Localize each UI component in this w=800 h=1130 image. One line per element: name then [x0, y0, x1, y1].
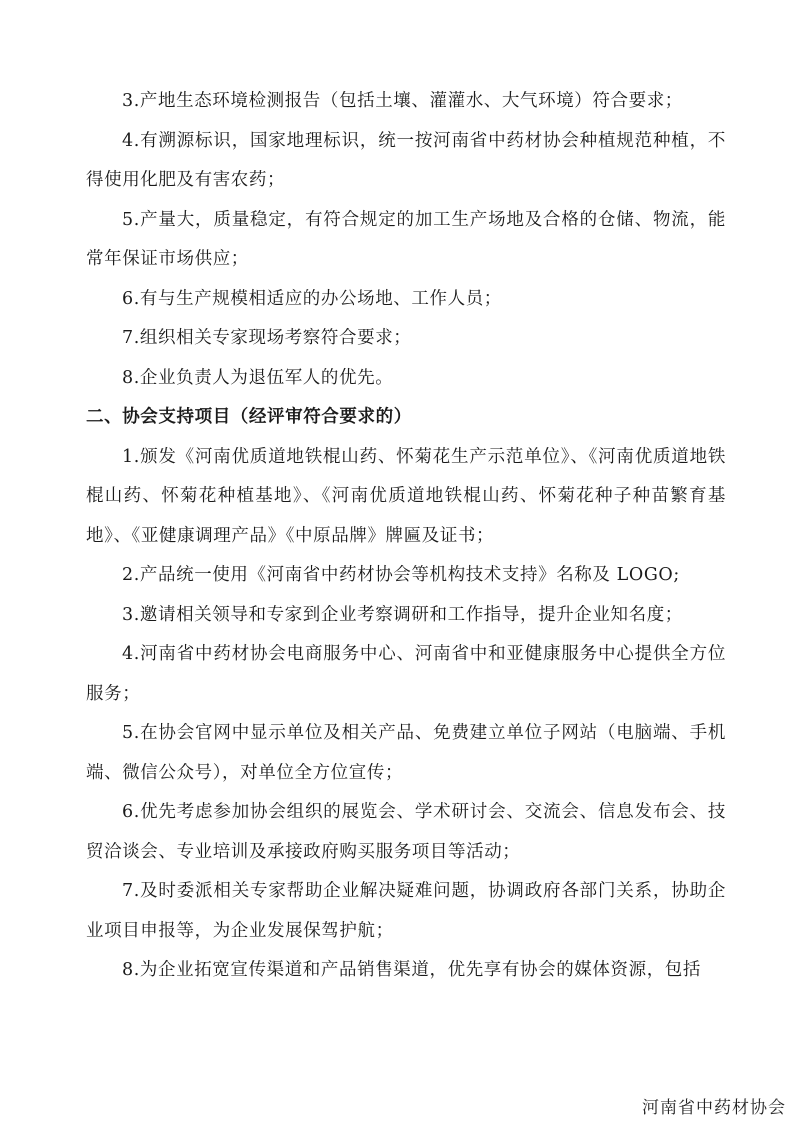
support-item-8: 8.为企业拓宽宣传渠道和产品销售渠道，优先享有协会的媒体资源，包括 [122, 960, 701, 980]
support-item-3: 3.邀请相关领导和专家到企业考察调研和工作指导，提升企业知名度； [122, 604, 683, 625]
requirement-6: 6.有与生产规模相适应的办公场地、工作人员； [122, 288, 502, 309]
footer-watermark: 河南省中药材协会 [642, 1098, 786, 1118]
section-heading: 二、协会支持项目（经评审符合要求的） [86, 407, 412, 427]
document-body [86, 82, 726, 991]
support-item-5: 5.在协会官网中显示单位及相关产品、免费建立单位子网站（电脑端、手机端、微信公众号），对单位全方位宣传； [86, 723, 726, 783]
requirement-5: 5.产量大，质量稳定，有符合规定的加工生产场地及合格的仓储、物流，能常年保证市场供应； [86, 209, 726, 269]
support-item-1: 1.颁发《河南优质道地铁棍山药、怀菊花生产示范单位》、《河南优质道地铁棍山药、怀菊花种植基地》、《河南优质道地铁棍山药、怀菊花种子种苗繁育基地》、《亚健康调理产品》《中原品牌》牌匾及证书； [86, 446, 726, 546]
requirement-4: 4.有溯源标识，国家地理标识，统一按河南省中药材协会种植规范种植，不得使用化肥及有害农药； [86, 130, 726, 190]
requirement-7: 7.组织相关专家现场考察符合要求； [122, 328, 412, 348]
support-item-2: 2.产品统一使用《河南省中药材协会等机构技术支持》名称及 LOGO; [122, 565, 680, 585]
requirement-8: 8.企业负责人为退伍军人的优先。 [122, 367, 394, 388]
requirement-3: 3.产地生态环境检测报告（包括土壤、灌灌水、大气环境）符合要求； [122, 91, 683, 111]
support-item-6: 6.优先考虑参加协会组织的展览会、学术研讨会、交流会、信息发布会、技贸洽谈会、专业培训及承接政府购买服务项目等活动； [86, 802, 726, 862]
support-item-4: 4.河南省中药材协会电商服务中心、河南省中和亚健康服务中心提供全方位服务； [86, 644, 726, 704]
support-item-7: 7.及时委派相关专家帮助企业解决疑难问题，协调政府各部门关系，协助企业项目申报等，为企业发展保驾护航； [86, 881, 726, 941]
